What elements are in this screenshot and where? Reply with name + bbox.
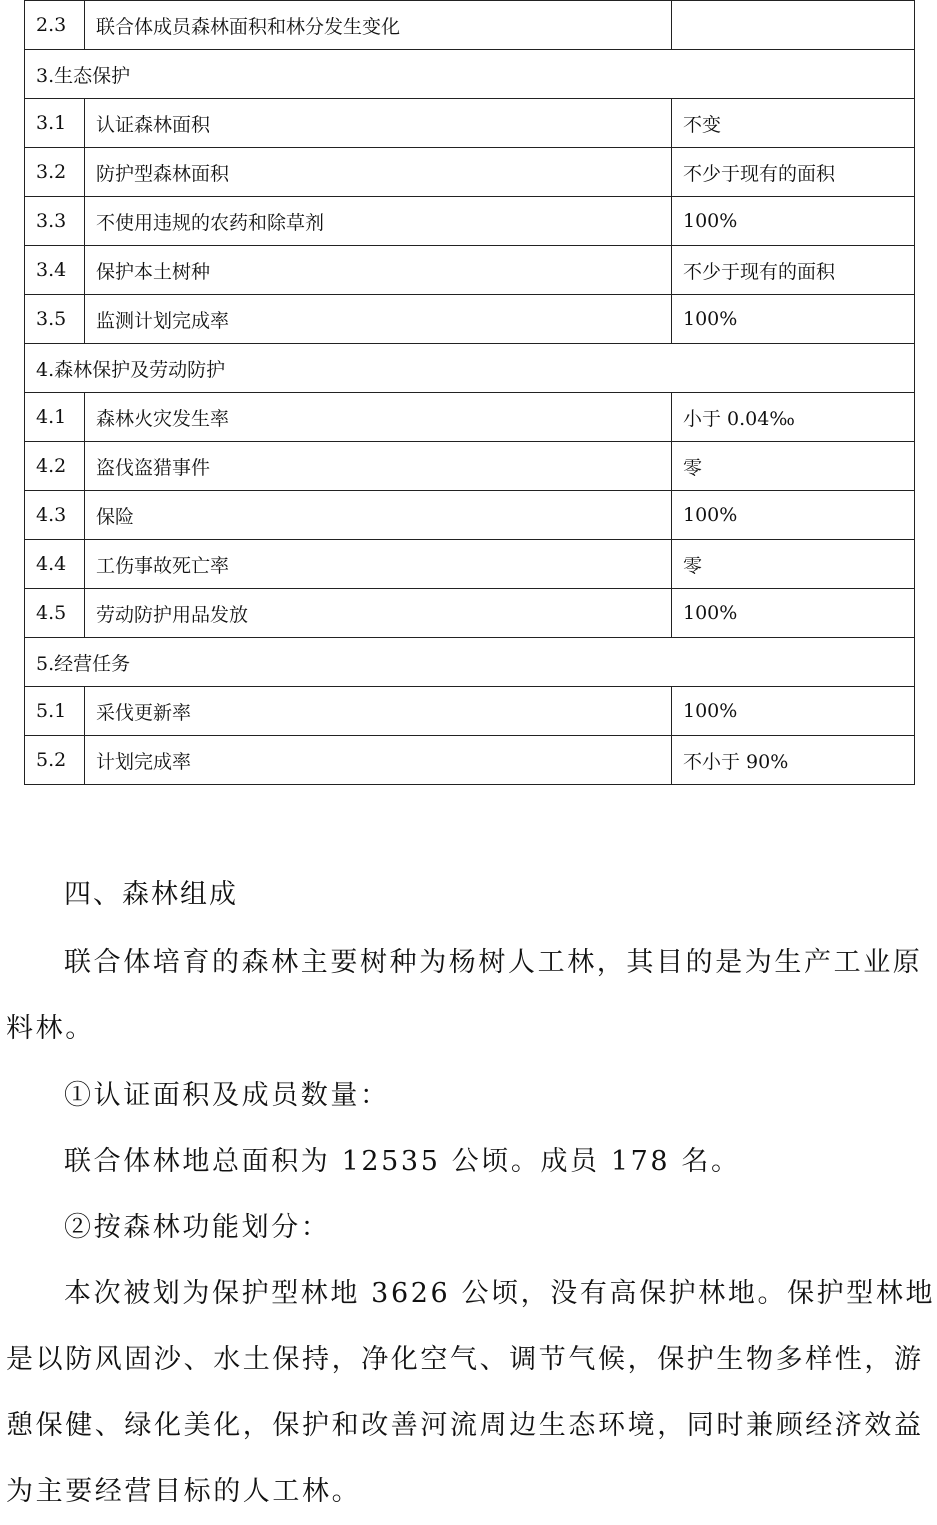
- item-value: [672, 1, 915, 50]
- table-row: [25, 589, 915, 638]
- item-name: 防护型森林面积: [85, 148, 672, 197]
- item-value: 零: [672, 540, 915, 589]
- item-name: 工伤事故死亡率: [85, 540, 672, 589]
- table-row: [25, 687, 915, 736]
- item-name: 不使用违规的农药和除草剂: [85, 197, 672, 246]
- function-paragraph: 本次被划为保护型林地 3626 公顷，没有高保护林地。保护型林地是以防风固沙、水土保持，净化空气、调节气候，保护生物多样性，游憩保健、绿化美化，保护和改善河流周边生态环境，同时兼顾经济效益为主要经营目标的人工林。: [6, 1278, 936, 1507]
- item-number: 4.3: [25, 491, 85, 540]
- section-heading: 四、森林组成: [64, 879, 238, 910]
- section-label: 4.森林保护及劳动防护: [25, 344, 915, 393]
- item-name: 认证森林面积: [85, 99, 672, 148]
- item-name: 森林火灾发生率: [85, 393, 672, 442]
- table-row: [25, 442, 915, 491]
- item-number: 5.2: [25, 736, 85, 785]
- table-row: [25, 148, 915, 197]
- table-row: [25, 1, 915, 50]
- item-number: 4.5: [25, 589, 85, 638]
- section-label: 3.生态保护: [25, 50, 915, 99]
- table-section-row: [25, 638, 915, 687]
- area-paragraph: 联合体林地总面积为 12535 公顷。成员 178 名。: [64, 1146, 741, 1177]
- item-value: 100%: [672, 589, 915, 638]
- item-number: 3.4: [25, 246, 85, 295]
- item-name: 计划完成率: [85, 736, 672, 785]
- item-number: 3.3: [25, 197, 85, 246]
- item-value: 100%: [672, 197, 915, 246]
- item-value: 100%: [672, 687, 915, 736]
- item-number: 4.2: [25, 442, 85, 491]
- item-value: 不少于现有的面积: [672, 246, 915, 295]
- item-number: 3.1: [25, 99, 85, 148]
- item-number: 3.5: [25, 295, 85, 344]
- item-number: 4.4: [25, 540, 85, 589]
- table-row: [25, 246, 915, 295]
- item-number: 4.1: [25, 393, 85, 442]
- indicator-table-body: [25, 1, 915, 785]
- item-name: 联合体成员森林面积和林分发生变化: [85, 1, 672, 50]
- item-value: 小于 0.04‰: [672, 393, 915, 442]
- table-row: [25, 197, 915, 246]
- item-name: 保护本土树种: [85, 246, 672, 295]
- table-row: [25, 295, 915, 344]
- item-value: 不变: [672, 99, 915, 148]
- table-section-row: [25, 50, 915, 99]
- item-number: 3.2: [25, 148, 85, 197]
- table-section-row: [25, 344, 915, 393]
- item-value: 不小于 90%: [672, 736, 915, 785]
- item-value: 不少于现有的面积: [672, 148, 915, 197]
- indicator-table: [24, 0, 915, 785]
- item-name: 保险: [85, 491, 672, 540]
- intro-paragraph: 联合体培育的森林主要树种为杨树人工林，其目的是为生产工业原料林。: [6, 947, 923, 1044]
- item-number: 5.1: [25, 687, 85, 736]
- item-value: 100%: [672, 295, 915, 344]
- section-label: 5.经营任务: [25, 638, 915, 687]
- table-row: [25, 393, 915, 442]
- item-name: 监测计划完成率: [85, 295, 672, 344]
- item-name: 采伐更新率: [85, 687, 672, 736]
- function-subtitle: ②按森林功能划分：: [64, 1212, 331, 1243]
- item-value: 100%: [672, 491, 915, 540]
- table-row: [25, 540, 915, 589]
- item-number: 2.3: [25, 1, 85, 50]
- table-row: [25, 491, 915, 540]
- table-row: [25, 736, 915, 785]
- item-name: 盗伐盗猎事件: [85, 442, 672, 491]
- area-subtitle: ①认证面积及成员数量：: [64, 1080, 390, 1111]
- item-name: 劳动防护用品发放: [85, 589, 672, 638]
- item-value: 零: [672, 442, 915, 491]
- table-row: [25, 99, 915, 148]
